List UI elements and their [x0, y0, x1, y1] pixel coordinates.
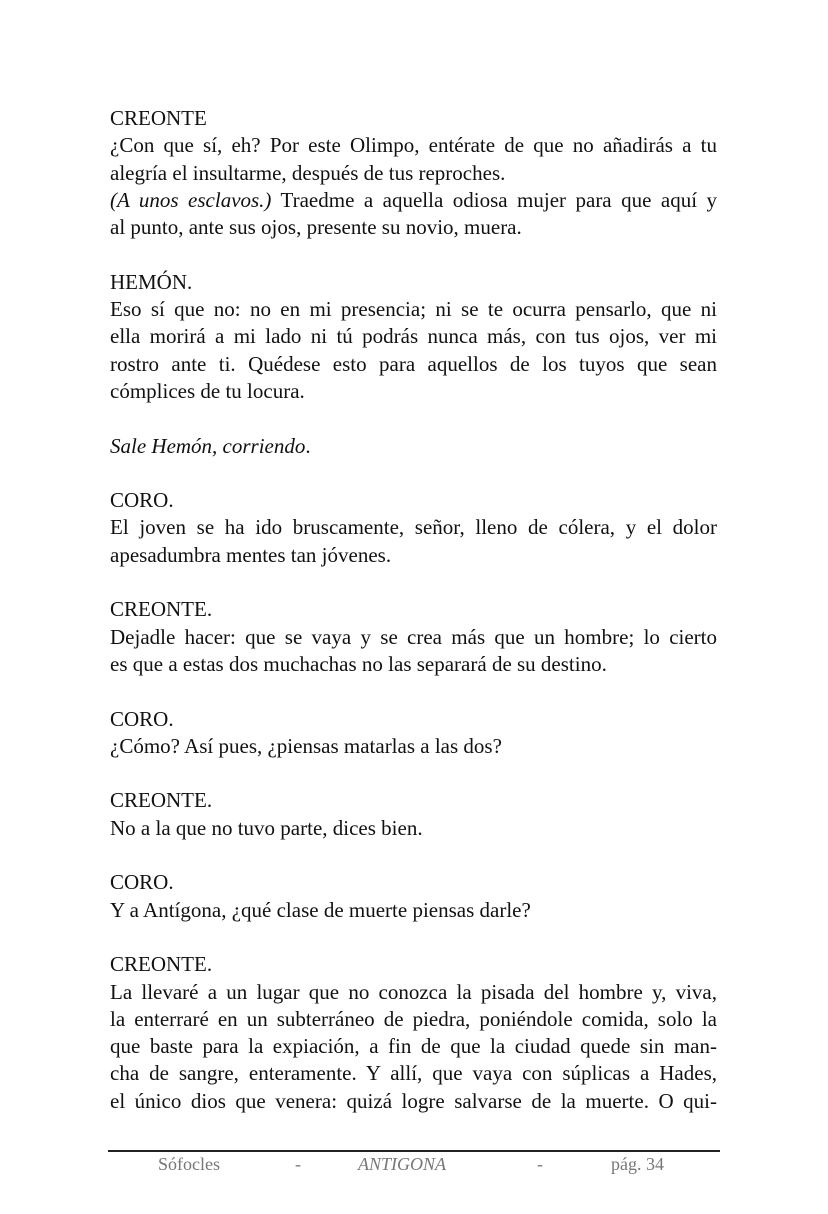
- footer-page-number: pág. 34: [611, 1154, 664, 1174]
- stage-direction: Sale Hemón, corriendo: [110, 433, 306, 458]
- speaker-name: CREONTE.: [110, 952, 213, 977]
- text-line: cómplices de tu locura.: [110, 378, 305, 403]
- text-line: ¿Cómo? Así pues, ¿piensas matarlas a las dos?: [110, 733, 502, 758]
- stage-direction: (A unos esclavos.): [110, 187, 272, 212]
- footer-separator: -: [537, 1154, 543, 1174]
- footer-separator: -: [295, 1154, 301, 1174]
- text-line: es que a estas dos muchachas no las separará de su destino.: [110, 651, 607, 676]
- text-line: la enterraré en un subterráneo de piedra, poniéndole comida, solo la: [110, 1006, 717, 1031]
- speaker-name: CORO.: [110, 488, 174, 513]
- speaker-name: CORO.: [110, 706, 174, 731]
- text-line: No a la que no tuvo parte, dices bien.: [110, 815, 423, 840]
- text-line: Y a Antígona, ¿qué clase de muerte piensas darle?: [110, 897, 531, 922]
- speaker-name: CREONTE: [110, 106, 207, 130]
- text-line: El joven se ha ido bruscamente, señor, lleno de cólera, y el dolor: [110, 515, 717, 540]
- stage-direction-line: [110, 433, 717, 460]
- speaker-name: CORO.: [110, 870, 174, 895]
- speaker-name: HEMÓN.: [110, 269, 193, 294]
- footer-author: Sófocles: [158, 1154, 220, 1174]
- text-line: cha de sangre, enteramente. Y allí, que vaya con súplicas a Hades,: [110, 1061, 717, 1086]
- text-line: el único dios que venera: quizá logre salvarse de la muerte. O qui-: [110, 1088, 717, 1113]
- speaker-name: CREONTE.: [110, 788, 213, 813]
- footer-title: ANTIGONA: [358, 1154, 447, 1174]
- text-line: ella morirá a mi lado ni tú podrás nunca más, con tus ojos, ver mi: [110, 324, 717, 349]
- text-line: [110, 187, 717, 214]
- text-line: rostro ante ti. Quédese esto para aquellos de los tuyos que sean: [110, 351, 717, 376]
- text-line: La llevaré a un lugar que no conozca la pisada del hombre y, viva,: [110, 979, 717, 1004]
- speaker-name: CREONTE.: [110, 597, 213, 622]
- document-body: [110, 105, 717, 1115]
- text-fragment: Traedme a aquella odiosa mujer para que aquí y: [271, 187, 718, 212]
- text-line: alegría el insultarme, después de tus reproches.: [110, 160, 506, 185]
- text-line: apesadumbra mentes tan jóvenes.: [110, 542, 392, 567]
- text-line: Dejadle hacer: que se vaya y se crea más que un hombre; lo cierto: [110, 624, 717, 649]
- text-line: al punto, ante sus ojos, presente su novio, muera.: [110, 215, 522, 240]
- text-line: que baste para la expiación, a fin de que la ciudad quede sin man-: [110, 1034, 717, 1059]
- text-line: Eso sí que no: no en mi presencia; ni se te ocurra pensarlo, que ni: [110, 297, 717, 322]
- footer-rule: [108, 1150, 720, 1152]
- text-fragment: .: [305, 433, 311, 458]
- text-line: ¿Con que sí, eh? Por este Olimpo, entérate de que no añadirás a tu: [110, 133, 717, 158]
